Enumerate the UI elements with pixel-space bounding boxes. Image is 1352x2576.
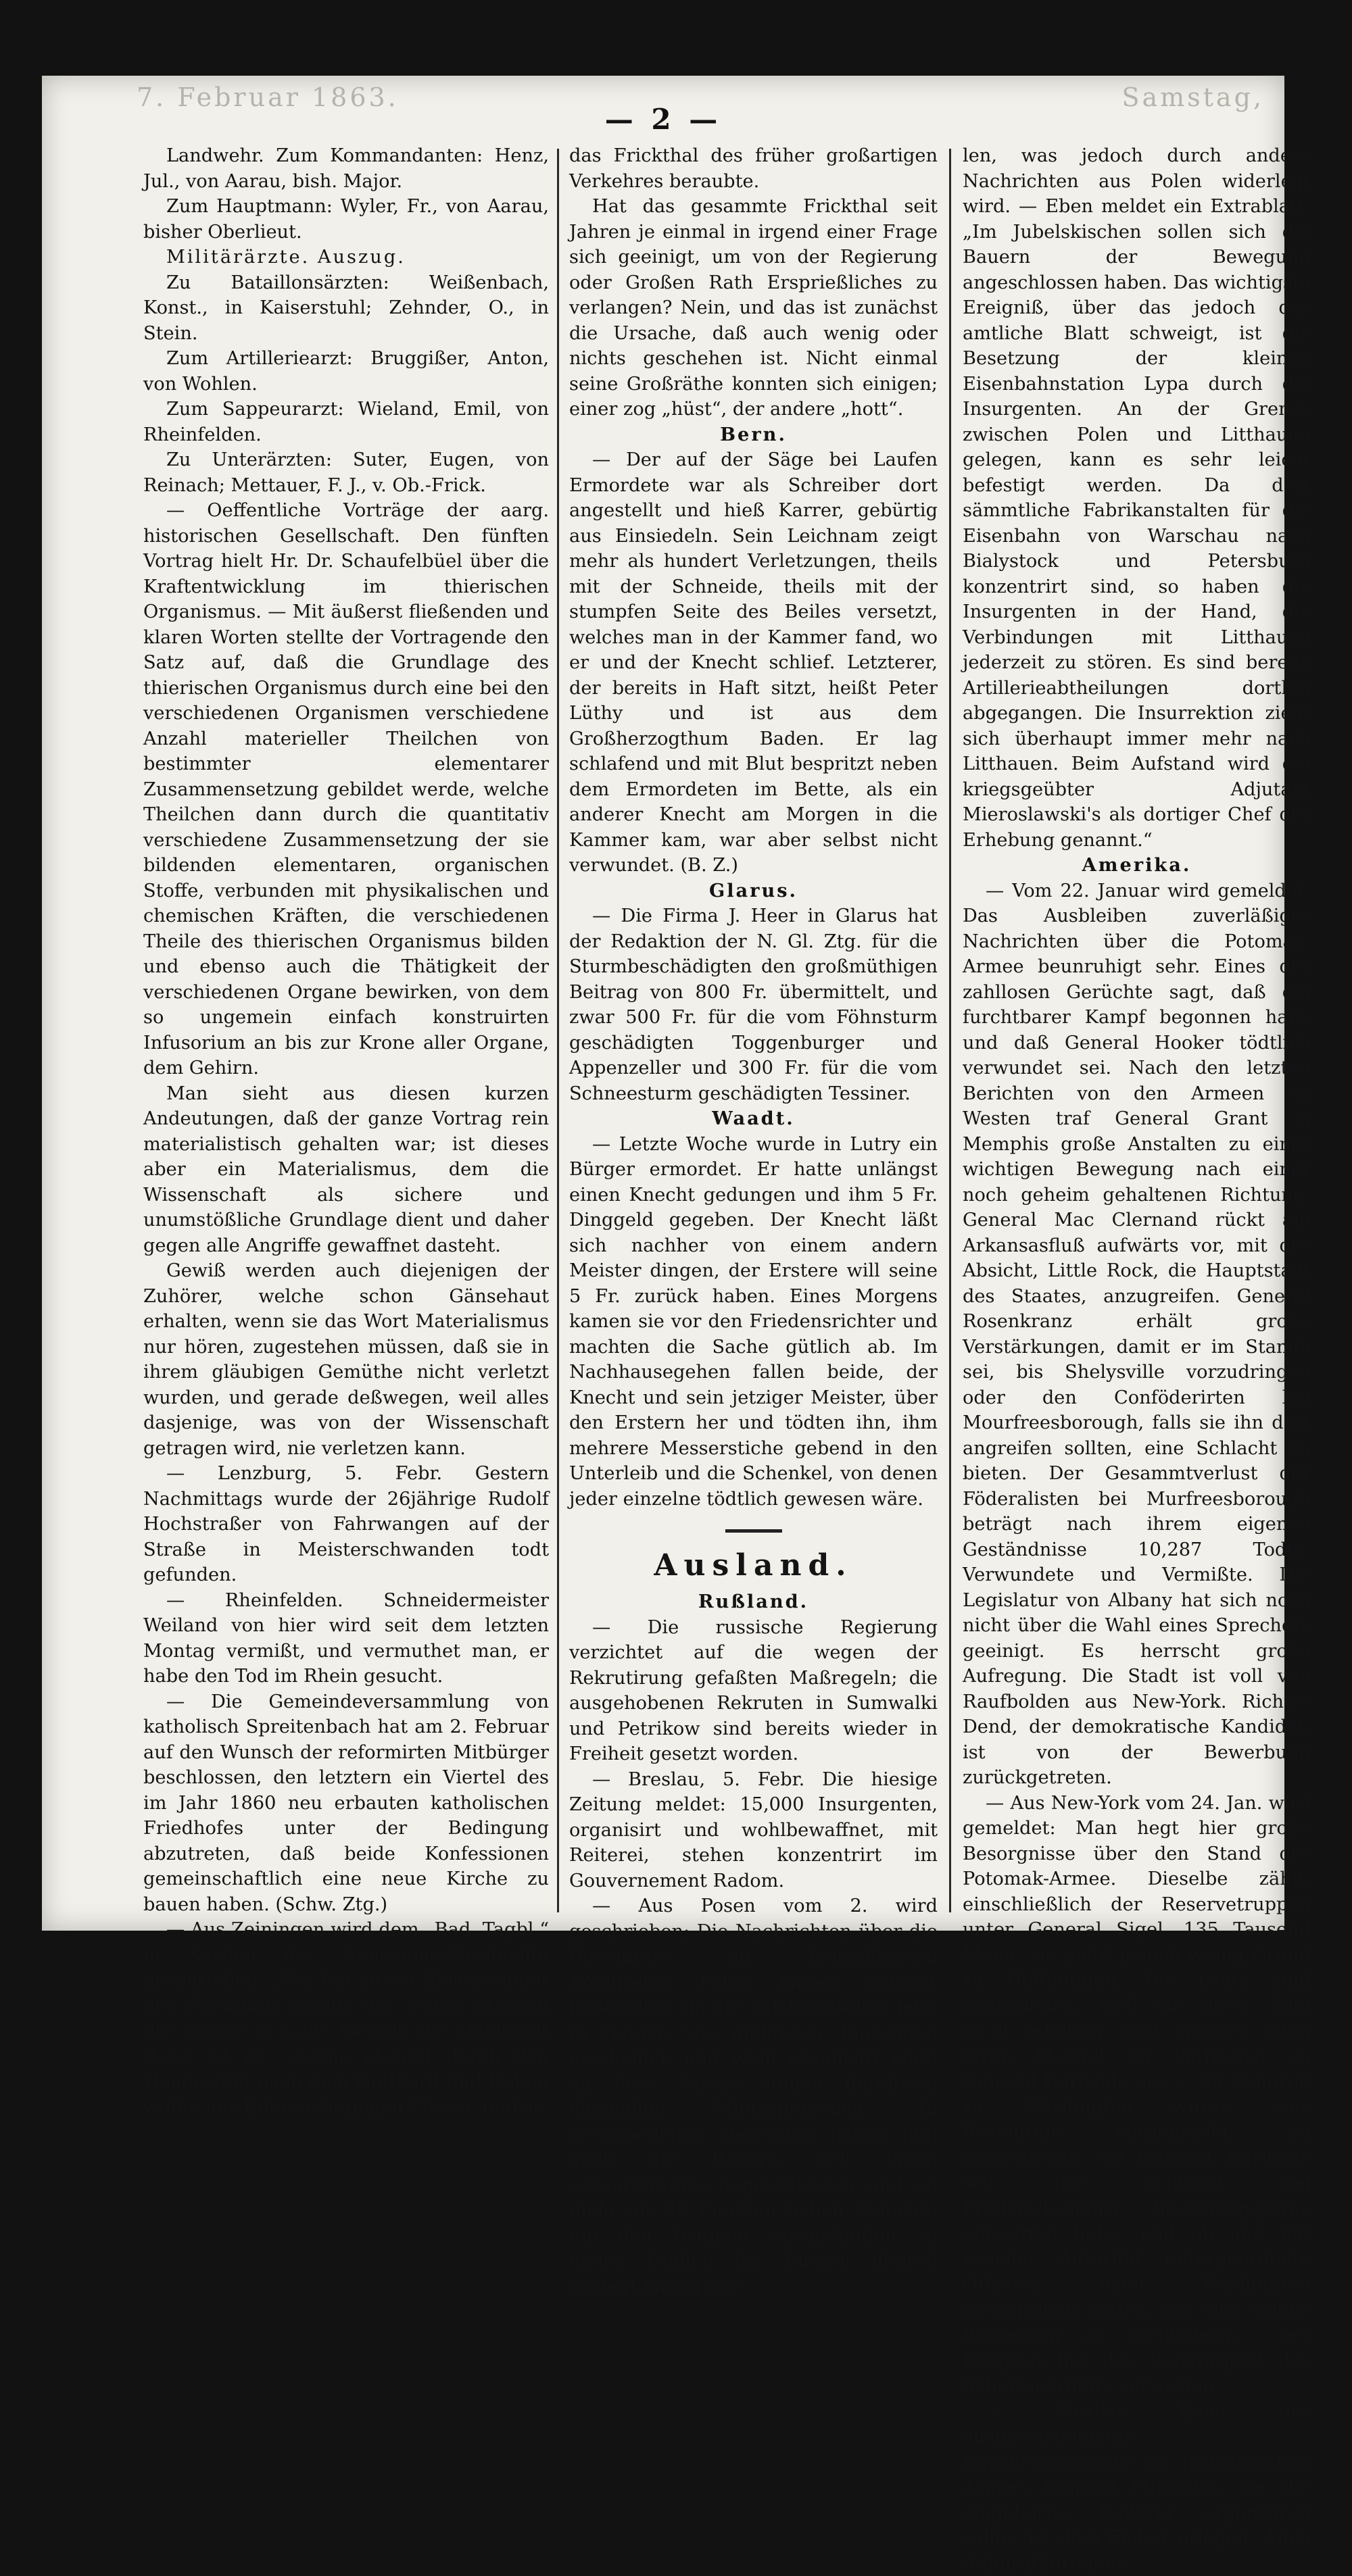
article-paragraph: — Aus Posen vom 2. wird geschrieben: Die Nachrichten über die Revolution im benachbarten Königreich Polen lauten äußerst bedenklich, da die Aufständischen jetzt in Haufen von mehreren Tausenden erscheinen und wohl organisirt sind; an ihrer Spitze stehen durchweg ehemalige Militärpersonen. In verschiedenen Gegenden haben nun auch die Bauern sich ihnen schaarenweise angeschlossen und an mehr als 20 Punkten haben Gefechte mit den Truppen stattgefunden, in denen freilich die Russen überall gesiegt haben wol- bbox=[569, 1893, 938, 2299]
article-paragraph: Zum Sappeurarzt: Wieland, Emil, von Rheinfelden. bbox=[143, 397, 549, 447]
article-paragraph: — Die russische Regierung verzichtet auf die wegen der Rekrutirung gefaßten Maßregeln; die ausgehobenen Rekruten in Sumwalki und Petrikow sind bereits wieder in Freiheit gesetzt worden. bbox=[569, 1615, 938, 1767]
article-paragraph: Militärärzte. Auszug. bbox=[143, 245, 549, 270]
section-heading: Rußland. bbox=[569, 1589, 938, 1615]
article-paragraph: Gewiß werden auch diejenigen der Zuhörer, welche schon Gänsehaut erhalten, wenn sie das Wort Materialismus nur hören, zugestehen müssen, daß sie in ihrem gläubigen Gemüthe nicht verletzt wurden, und gerade deßwegen, weil alles dasjenige, was von der Wissenschaft getragen wird, nie verletzen kann. bbox=[143, 1258, 549, 1461]
column-3 bbox=[963, 143, 1311, 2576]
bleed-left: 7. Februar 1863. bbox=[137, 82, 399, 112]
article-paragraph: Zum Hauptmann: Wyler, Fr., von Aarau, bisher Oberlieut. bbox=[143, 194, 549, 245]
column-rule bbox=[557, 149, 559, 1912]
article-paragraph: — Rheinfelden. Schneidermeister Weiland von hier wird seit dem letzten Montag vermißt, und vermuthet man, er habe den Tod im Rhein gesucht. bbox=[143, 1588, 549, 1689]
column-1 bbox=[143, 143, 549, 2120]
article-paragraph: Hat das gesammte Frickthal seit Jahren je einmal in irgend einer Frage sich geeinigt, um von der Regierung oder Großen Rath Ersprießliches zu verlangen? Nein, und das ist zunächst die Ursache, daß auch wenig oder nichts geschehen ist. Nicht einmal seine Großräthe konnten sich einigen; einer zog „hüst“, der andere „hott“. bbox=[569, 194, 938, 422]
article-paragraph: — Oeffentliche Vorträge der aarg. historischen Gesellschaft. Den fünften Vortrag hielt Hr. Dr. Schaufelbüel über die Kraftentwicklung im thierischen Organismus. — Mit äußerst fließenden und klaren Worten stellte der Vortragende den Satz auf, daß die Grundlage des thierischen Organismus durch eine bei den verschiedenen Organismen verschiedene Anzahl materieller Theilchen von bestimmter elementarer Zusammensetzung gebildet werde, welche Theilchen dann durch die quantitativ verschiedene Zusammensetzung der sie bildenden elementaren, organischen Stoffe, verbunden mit physikalischen und chemischen Kräften, die verschiedenen Theile des thierischen Organismus bilden und ebenso auch die Thätigkeit der verschiedenen Organe bewirken, von dem so ungemein einfach konstruirten Infusorium an bis zur Krone aller Organe, dem Gehirn. bbox=[143, 498, 549, 1081]
article-paragraph: — Letzte Woche wurde in Lutry ein Bürger ermordet. Er hatte unlängst einen Knecht gedungen und ihm 5 Fr. Dinggeld gegeben. Der Knecht läßt sich nachher von einem andern Meister dingen, der Erstere will seine 5 Fr. zurück haben. Eines Morgens kamen sie vor den Friedensrichter und machten die Sache gütlich ab. Im Nachhausegehen fallen beide, der Knecht und sein jetziger Meister, über den Erstern her und tödten ihn, ihm mehrere Messerstiche gebend in den Unterleib und die Schenkel, von denen jeder einzelne tödtlich gewesen wäre. bbox=[569, 1132, 938, 1512]
article-paragraph: — Der auf der Säge bei Laufen Ermordete war als Schreiber dort angestellt und hieß Karrer, gebürtig aus Einsiedeln. Sein Leichnam zeigt mehr als hundert Verletzungen, theils mit der Schneide, theils mit der stumpfen Seite des Beiles versetzt, welches man in der Kammer fand, wo er und der Knecht schlief. Letzterer, der bereits in Haft sitzt, heißt Peter Lüthy und ist aus dem Großherzogthum Baden. Er lag schlafend und mit Blut bespritzt neben dem Ermordeten im Bette, als ein anderer Knecht am Morgen in die Kammer kam, war aber selbst nicht verwundet. (B. Z.) bbox=[569, 447, 938, 878]
article-paragraph: Landwehr. Zum Kommandanten: Henz, Jul., von Aarau, bish. Major. bbox=[143, 143, 549, 194]
article-paragraph: das Frickthal des früher großartigen Verkehres beraubte. bbox=[569, 143, 938, 194]
article-paragraph: — Die Gemeindeversammlung von katholisch Spreitenbach hat am 2. Februar auf den Wunsch der reformirten Mitbürger beschlossen, den letztern ein Viertel des im Jahr 1860 neu erbauten katholischen Friedhofes unter der Bedingung abzutreten, daß beide Konfessionen gemeinschaftlich eine neue Kirche zu bauen haben. (Schw. Ztg.) bbox=[143, 1689, 549, 1918]
article-paragraph: — Lenzburg, 5. Febr. Gestern Nachmittags wurde der 26jährige Rudolf Hochstraßer von Fahrwangen auf der Straße in Meisterschwanden todt gefunden. bbox=[143, 1461, 549, 1588]
section-heading: Amerika. bbox=[963, 853, 1311, 878]
article-paragraph: Zu Bataillonsärzten: Weißenbach, Konst., in Kaiserstuhl; Zehnder, O., in Stein. bbox=[143, 270, 549, 347]
bleed-right: Samstag, bbox=[1121, 82, 1264, 112]
article-paragraph: — Die Firma J. Heer in Glarus hat der Redaktion der N. Gl. Ztg. für die Sturmbeschädigten den großmüthigen Beitrag von 800 Fr. übermittelt, und zwar 500 Fr. für die vom Föhnsturm geschädigten Toggenburger und Appenzeller und 300 Fr. für die vom Schneesturm geschädigten Tessiner. bbox=[569, 903, 938, 1106]
page-number: — 2 — bbox=[42, 103, 1284, 136]
article-paragraph: — Vom 22. Januar wird gemeldet: Das Ausbleiben zuverläßiger Nachrichten über die Potomak-Armee beunruhigt sehr. Eines der zahllosen Gerüchte sagt, daß ein furchtbarer Kampf begonnen habe und daß General Hooker tödtlich verwundet sei. Nach den letzten Berichten von den Armeen im Westen traf General Grant in Memphis große Anstalten zu einer wichtigen Bewegung nach einer noch geheim gehaltenen Richtung. General Mac Clernand rückt am Arkansasfluß aufwärts vor, mit der Absicht, Little Rock, die Hauptstadt des Staates, anzugreifen. General Rosenkranz erhält große Verstärkungen, damit er im Stande sei, bis Shelysville vorzudringen oder den Conföderirten bei Mourfreesborough, falls sie ihn dort angreifen sollten, eine Schlacht zu bieten. Der Gesammtverlust der Föderalisten bei Murfreesborough beträgt nach ihrem eigenen Geständnisse 10,287 Todte, Verwundete und Vermißte. Die Legislatur von Albany hat sich noch nicht über die Wahl eines Sprechers geeinigt. Es herrscht große Aufregung. Die Stadt ist voll von Raufbolden aus New-York. Richter Dend, der demokratische Kandidat, ist von der Bewerbung zurückgetreten. bbox=[963, 878, 1311, 1791]
section-heading: Bern. bbox=[569, 422, 938, 448]
article-paragraph: Man sieht aus diesen kurzen Andeutungen, daß der ganze Vortrag rein materialistisch gehalten war; ist dieses aber ein Materialismus, dem die Wissenschaft als sichere und unumstößliche Grundlage dient und daher gegen alle Angriffe gewaffnet dasteht. bbox=[143, 1081, 549, 1259]
section-heading: Waadt. bbox=[569, 1106, 938, 1132]
article-paragraph: — Aus New-York vom 24. Jan. wird gemeldet: Man hegt hier große Besorgnisse über den Stand der Potomak-Armee. Dieselbe zählt, einschließlich der Reservetruppen unter General Sigel, 135 Tausend Mann; sie giebt jedoch wenig Grund zu Hoffnungen. Die Leute sind unzufrieden, weil sie ihren Sold nicht erhalten, und drücken offen ihren Mangel an Vertrauen zu General Burnside aus.... Im Kongreß zu Washington wurde eine Resolution vorgebracht, zu untersuchen, ob General Burnside seit der Schlacht bei Fredericksbourg Bewegungspläne entworfen habe, und ob und mit welcher Autorität untergeordnete Offiziere nach Washington geschrieben hätten, um eine solche Bewegung zu verhindern.... Der Kongreß hat das Bankprojekt des Schatzsekretärs verworfen. bbox=[963, 1791, 1311, 2399]
section-heading: Ausland. bbox=[569, 1542, 938, 1589]
column-rule bbox=[949, 149, 951, 1912]
article-paragraph: — Aus Zeiningen wird dem „Bad. Tagbl.“ in Sachen der Annexions-Geschichte geschrieben: „Wer hat an der Zerrissenheit des Frickthals infolge der leeren Straßen die meiste Schuld? Gerade die Geldstadt Basel ist es, welche absolut durch den Hauenstein nach dem Gotthard und Italien wollte aus Eifersucht gegen Zürich, und so bbox=[143, 1917, 549, 2120]
article-paragraph: — Mexiko. Einer der ausgezeichnetsten Kavallerieoffiziere der französischen Armee, General Mirandot, der die eingeborne Reiterei organisiren sollte, ist dem Fieber erlegen. Auch Admiral Jurien de bbox=[963, 2399, 1311, 2576]
article-paragraph: — Breslau, 5. Febr. Die hiesige Zeitung meldet: 15,000 Insurgenten, organisirt und wohlbewaffnet, mit Reiterei, stehen konzentrirt im Gouvernement Radom. bbox=[569, 1767, 938, 1894]
newspaper-page bbox=[42, 76, 1284, 1931]
article-paragraph: Zu Unterärzten: Suter, Eugen, von Reinach; Mettauer, F. J., v. Ob.-Frick. bbox=[143, 447, 549, 498]
article-paragraph: len, was jedoch durch andere Nachrichten aus Polen widerlegt wird. — Eben meldet ein Extrablatt: „Im Jubelskischen sollen sich die Bauern der Bewegung angeschlossen haben. Das wichtigste Ereigniß, über das jedoch das amtliche Blatt schweigt, ist die Besetzung der kleinen Eisenbahnstation Lypa durch die Insurgenten. An der Grenze zwischen Polen und Litthauen gelegen, kann es sehr leicht befestigt werden. Da dort sämmtliche Fabrikanstalten für die Eisenbahn von Warschau nach Bialystock und Petersburg konzentrirt sind, so haben die Insurgenten in der Hand, die Verbindungen mit Litthauen jederzeit zu stören. Es sind bereits Artillerieabtheilungen dorthin abgegangen. Die Insurrektion zieht sich überhaupt immer mehr nach Litthauen. Beim Aufstand wird ein kriegsgeübter Adjutant Mieroslawski's als dortiger Chef der Erhebung genannt.“ bbox=[963, 143, 1311, 853]
column-2 bbox=[569, 143, 938, 2299]
section-separator bbox=[725, 1529, 782, 1533]
section-heading: Glarus. bbox=[569, 878, 938, 904]
article-paragraph: Zum Artilleriearzt: Bruggißer, Anton, von Wohlen. bbox=[143, 346, 549, 397]
